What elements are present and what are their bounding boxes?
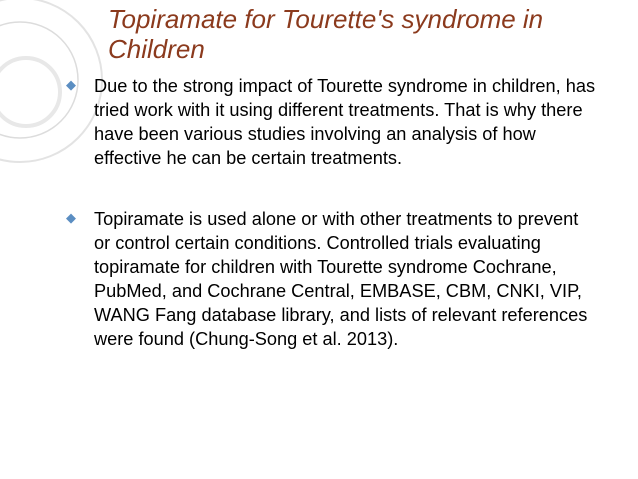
bullet-item (66, 207, 598, 351)
bullet-text: Topiramate is used alone or with other treatments to prevent or control certain conditions. Controlled trials evaluating topiramate for children with Tourette syndrome Cochrane, PubMed, and Cochrane Central, EMBASE, CBM, CNKI, VIP, WANG Fang database library, and lists of relevant references were found (Chung-Song et al. 2013). (94, 209, 588, 349)
bullet-list (66, 74, 598, 351)
bullet-text: Due to the strong impact of Tourette syndrome in children, has tried work with it using different treatments. That is why there have been various studies involving an analysis of how effective he can be certain treatments. (94, 76, 596, 168)
diamond-bullet-icon: ◆ (66, 211, 76, 226)
bullet-item (66, 74, 598, 170)
diamond-bullet-icon: ◆ (66, 78, 76, 93)
decorative-circle-inner (0, 58, 60, 126)
slide-title: Topiramate for Tourette's syndrome in Children (108, 4, 544, 64)
